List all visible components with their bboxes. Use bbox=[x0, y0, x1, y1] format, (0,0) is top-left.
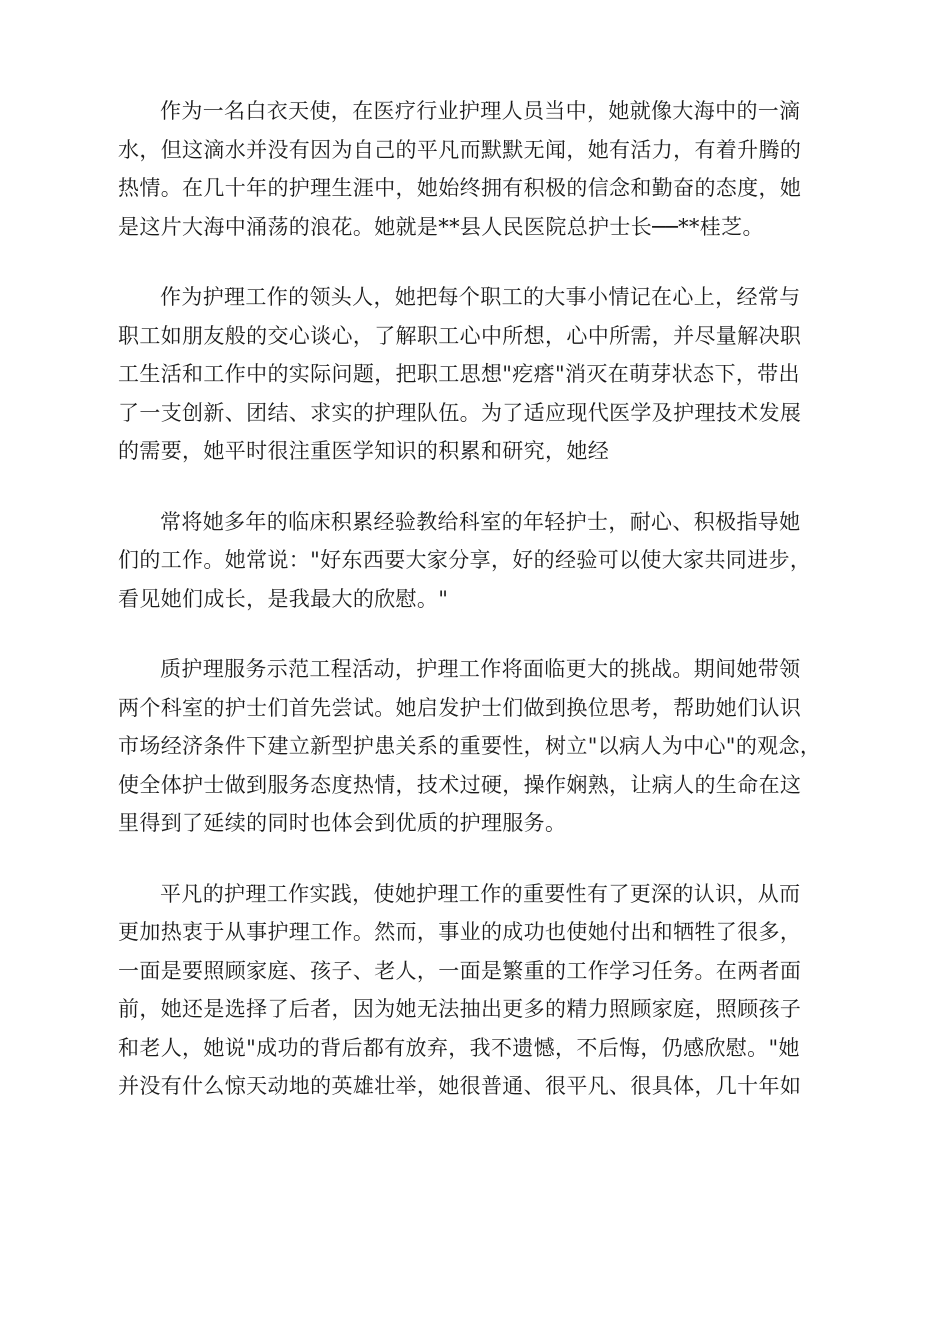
paragraph-line: 常将她多年的临床积累经验教给科室的年轻护士，耐心、积极指导她 bbox=[160, 509, 801, 534]
paragraph-line: 一面是要照顾家庭、孩子、老人，一面是繁重的工作学习任务。在两者面 bbox=[118, 958, 802, 983]
paragraph-line: 职工如朋友般的交心谈心，了解职工心中所想，心中所需，并尽量解决职 bbox=[118, 323, 802, 348]
paragraph-spacer bbox=[118, 843, 833, 875]
paragraph-5 bbox=[118, 875, 833, 1106]
paragraph-line: 质护理服务示范工程活动，护理工作将面临更大的挑战。期间她带领 bbox=[160, 657, 801, 681]
paragraph-line: 作为护理工作的领头人，她把每个职工的大事小情记在心上，经常与 bbox=[160, 285, 801, 309]
paragraph-line: 工生活和工作中的实际问题，把职工思想"疙瘩"消灭在萌芽状态下，带出 bbox=[118, 362, 800, 386]
paragraph-line: 是这片大海中涌荡的浪花。她就是**县人民医院总护士长──**桂芝。 bbox=[118, 214, 764, 239]
paragraph-line: 和老人，她说"成功的背后都有放弃，我不遗憾，不后悔，仍感欣慰。"她 bbox=[118, 1035, 800, 1060]
paragraph-line: 们的工作。她常说："好东西要大家分享，好的经验可以使大家共同进步， bbox=[118, 548, 812, 572]
paragraph-line: 的需要，她平时很注重医学知识的积累和研究，她经 bbox=[118, 439, 610, 463]
paragraph-spacer bbox=[118, 246, 833, 278]
paragraph-line: 了一支创新、团结、求实的护理队伍。为了适应现代医学及护理技术发展 bbox=[118, 400, 802, 425]
document-body bbox=[118, 92, 833, 1106]
paragraph-line: 两个科室的护士们首先尝试。她启发护士们做到换位思考，帮助她们认识 bbox=[118, 695, 802, 720]
paragraph-line: 平凡的护理工作实践，使她护理工作的重要性有了更深的认识，从而 bbox=[160, 881, 801, 906]
paragraph-line: 更加热衷于从事护理工作。然而，事业的成功也使她付出和牺牲了很多， bbox=[118, 920, 802, 944]
paragraph-2 bbox=[118, 278, 833, 471]
paragraph-1 bbox=[118, 92, 833, 246]
paragraph-4 bbox=[118, 650, 833, 843]
paragraph-spacer bbox=[118, 471, 833, 503]
paragraph-line: 水，但这滴水并没有因为自己的平凡而默默无闻，她有活力，有着升腾的 bbox=[118, 137, 802, 162]
paragraph-3 bbox=[118, 503, 833, 619]
paragraph-line: 作为一名白衣天使，在医疗行业护理人员当中，她就像大海中的一滴 bbox=[160, 99, 801, 123]
paragraph-line: 并没有什么惊天动地的英雄壮举，她很普通、很平凡、很具体，几十年如 bbox=[118, 1074, 802, 1098]
paragraph-line: 里得到了延续的同时也体会到优质的护理服务。 bbox=[118, 811, 567, 835]
paragraph-line: 使全体护士做到服务态度热情，技术过硬，操作娴熟，让病人的生命在这 bbox=[118, 772, 802, 797]
paragraph-line: 看见她们成长，是我最大的欣慰。" bbox=[118, 586, 449, 611]
paragraph-line: 热情。在几十年的护理生涯中，她始终拥有积极的信念和勤奋的态度，她 bbox=[118, 176, 802, 200]
paragraph-spacer bbox=[118, 618, 833, 650]
paragraph-line: 市场经济条件下建立新型护患关系的重要性，树立"以病人为中心"的观念， bbox=[118, 734, 822, 758]
paragraph-line: 前，她还是选择了后者，因为她无法抽出更多的精力照顾家庭，照顾孩子 bbox=[118, 997, 802, 1021]
